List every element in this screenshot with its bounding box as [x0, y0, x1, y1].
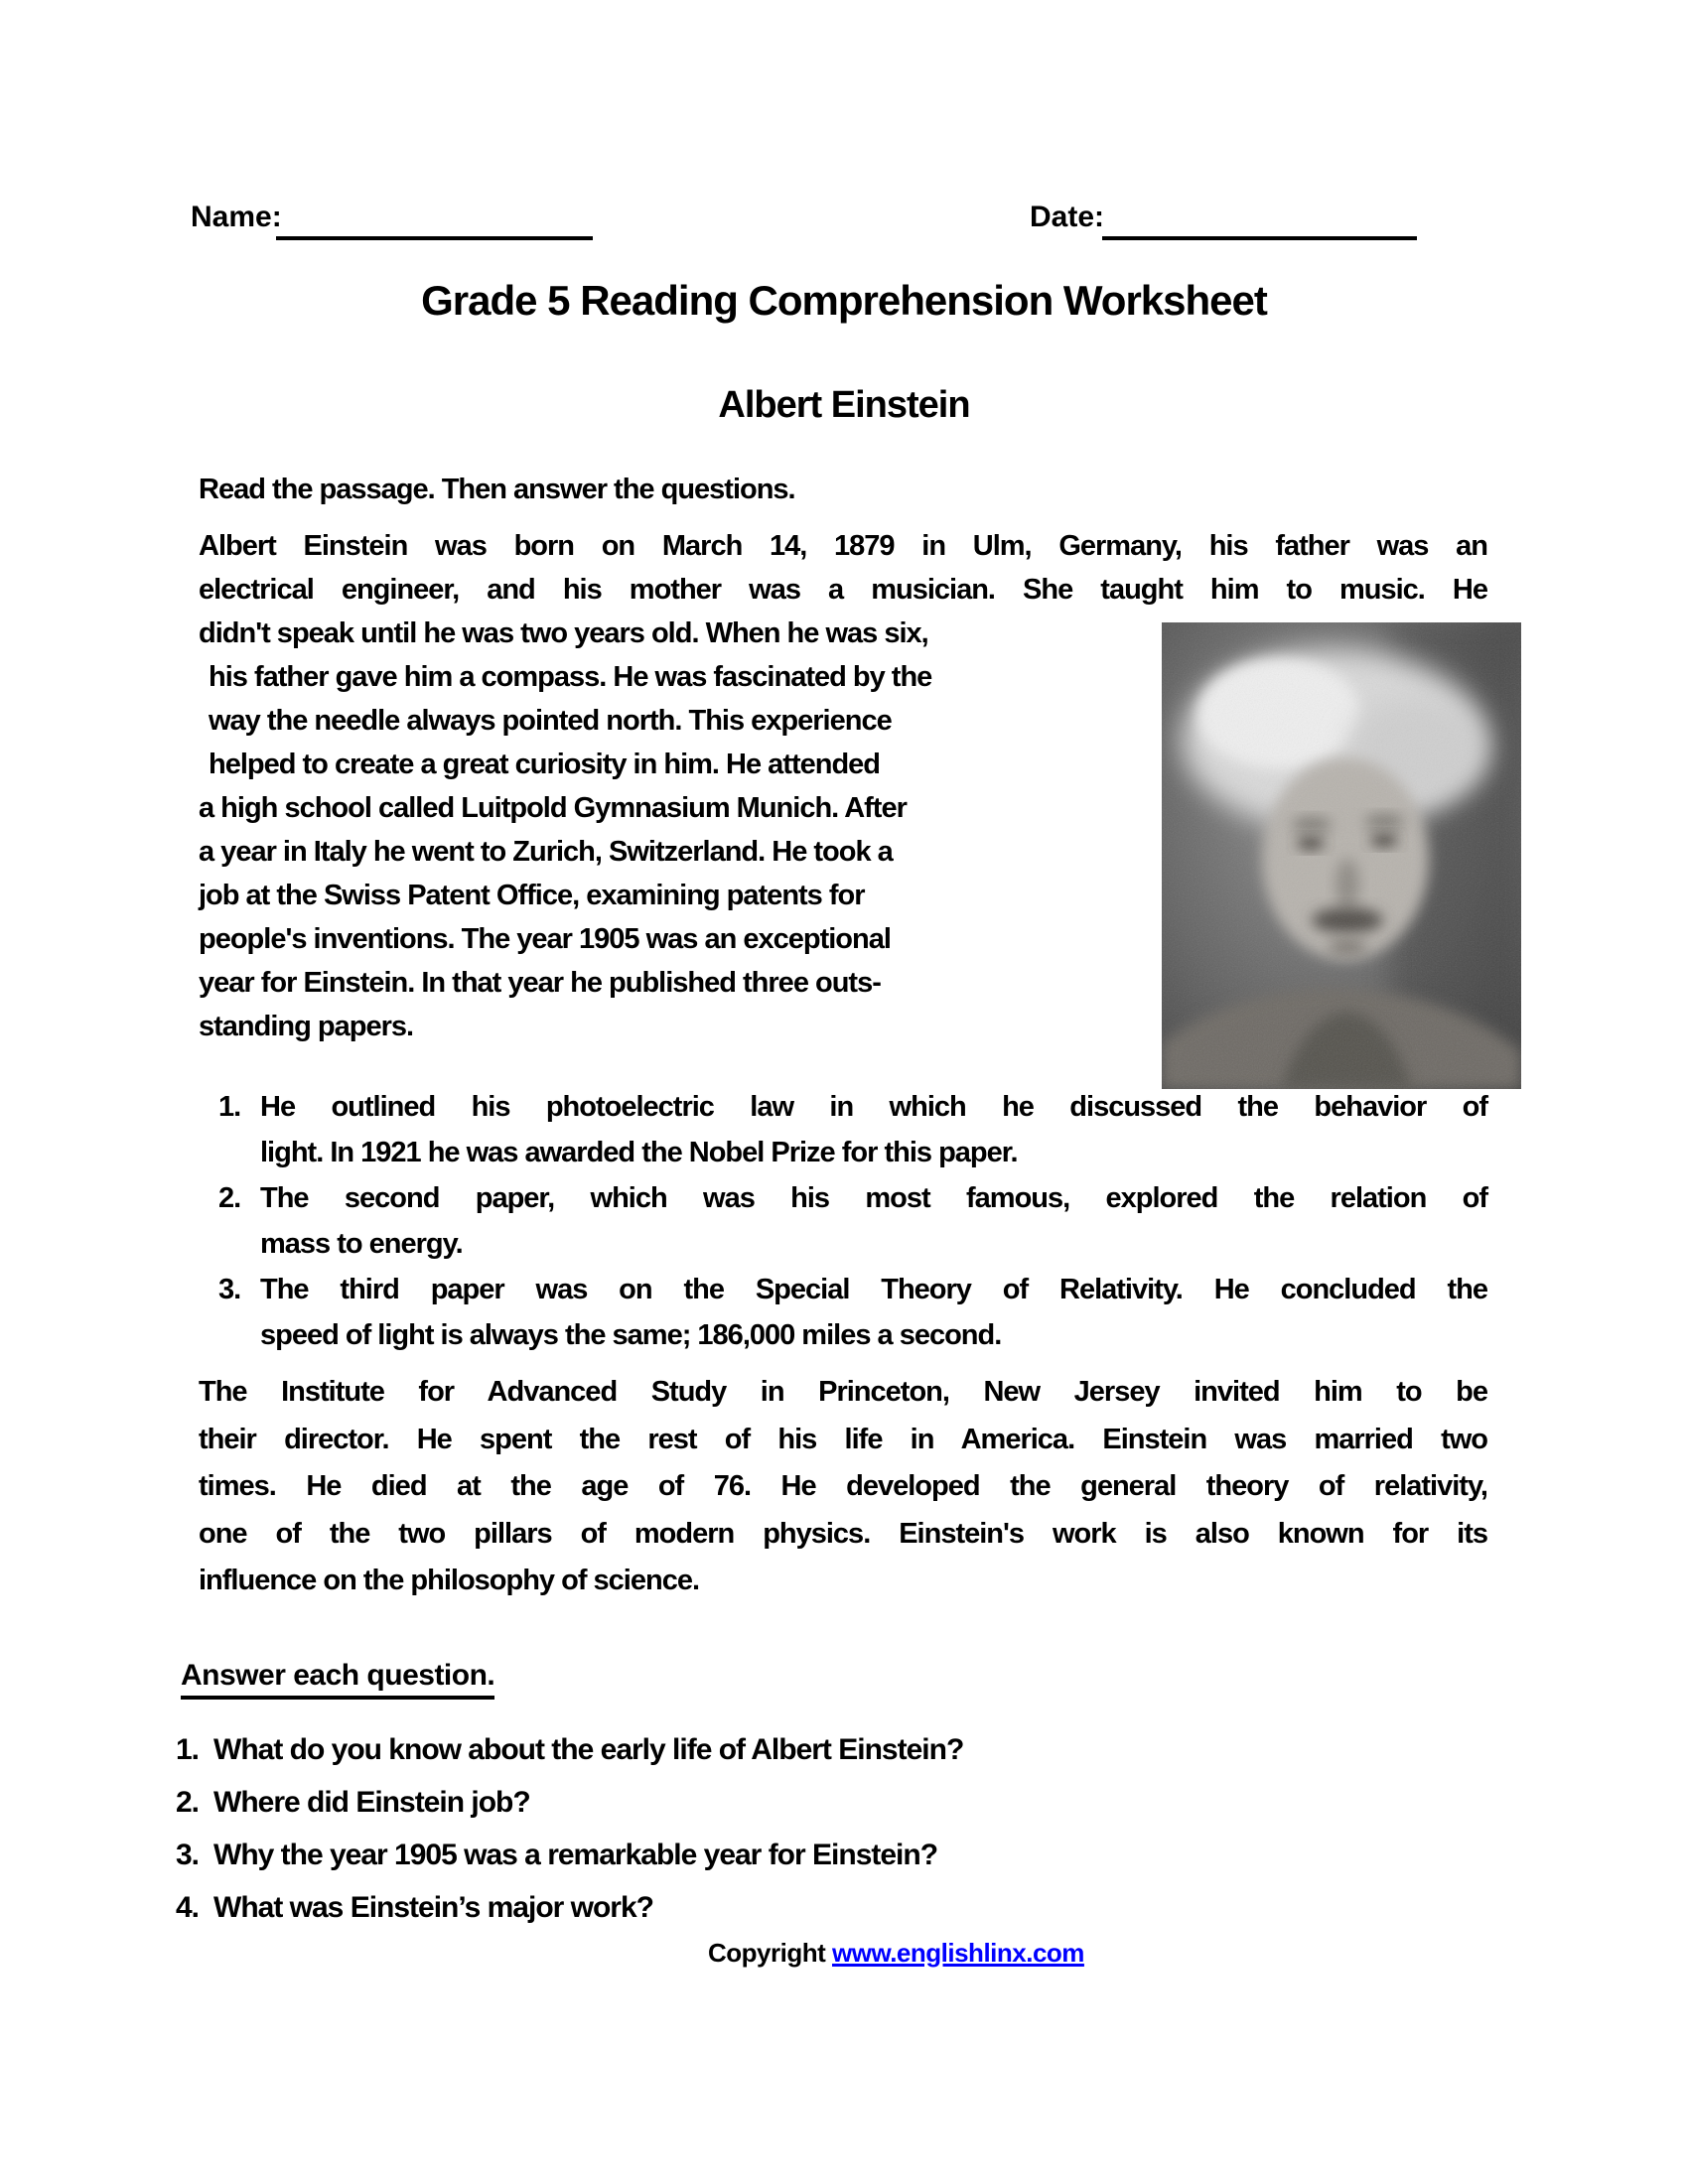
- answer-heading-text: Answer each question.: [181, 1659, 494, 1700]
- worksheet-subtitle: Albert Einstein: [718, 384, 970, 426]
- instruction-text: Read the passage. Then answer the questions.: [199, 474, 795, 505]
- question-list: [176, 1723, 963, 1934]
- passage-line: standing papers.: [199, 1011, 414, 1042]
- name-label: Name:: [191, 201, 282, 233]
- list-item-number: 1.: [218, 1091, 241, 1123]
- einstein-photo: [1162, 622, 1521, 1089]
- passage-line: didn't speak until he was two years old. When he was six,: [199, 617, 928, 649]
- passage-line: their director. He spent the rest of his life in America. Einstein was married two: [199, 1423, 1487, 1455]
- list-item: [199, 1175, 1487, 1267]
- question-item: [176, 1776, 963, 1829]
- passage-line: The Institute for Advanced Study in Princeton, New Jersey invited him to be: [199, 1376, 1487, 1408]
- question-text: Where did Einstein job?: [213, 1786, 530, 1819]
- list-item: [199, 1267, 1487, 1358]
- numbered-list: [199, 1084, 1487, 1358]
- passage-line: influence on the philosophy of science.: [199, 1565, 700, 1596]
- passage-line: a high school called Luitpold Gymnasium Munich. After: [199, 792, 907, 824]
- copyright-label: Copyright: [708, 1938, 826, 1968]
- worksheet-title: Grade 5 Reading Comprehension Worksheet: [421, 277, 1267, 324]
- passage-line: job at the Swiss Patent Office, examining patents for: [199, 880, 865, 911]
- copyright-link[interactable]: www.englishlinx.com: [832, 1938, 1084, 1968]
- question-text: Why the year 1905 was a remarkable year for Einstein?: [213, 1839, 938, 1871]
- copyright-line: [708, 1938, 1084, 1969]
- closing-paragraph: [199, 1369, 1487, 1605]
- passage-line: Albert Einstein was born on March 14, 1879 in Ulm, Germany, his father was an: [199, 530, 1487, 562]
- question-item: [176, 1881, 963, 1934]
- list-item-line: speed of light is always the same; 186,000 miles a second.: [260, 1319, 1002, 1351]
- passage-line: way the needle always pointed north. This experience: [209, 705, 892, 737]
- question-item: [176, 1829, 963, 1881]
- question-text: What do you know about the early life of Albert Einstein?: [213, 1733, 964, 1766]
- passage-line: his father gave him a compass. He was fascinated by the: [209, 661, 932, 693]
- passage-line: electrical engineer, and his mother was a musician. She taught him to music. He: [199, 574, 1487, 606]
- list-item: [199, 1084, 1487, 1175]
- passage-line: year for Einstein. In that year he published three outs-: [199, 967, 881, 999]
- passage-line: helped to create a great curiosity in him. He attended: [209, 749, 881, 780]
- einstein-portrait-graphic: [1162, 622, 1521, 1089]
- question-text: What was Einstein’s major work?: [213, 1891, 653, 1924]
- question-number: 1.: [176, 1733, 200, 1766]
- question-number: 4.: [176, 1891, 200, 1924]
- list-item-line: He outlined his photoelectric law in which he discussed the behavior of: [260, 1091, 1487, 1123]
- name-blank-line[interactable]: [276, 236, 593, 240]
- list-item-line: The second paper, which was his most famous, explored the relation of: [260, 1182, 1487, 1214]
- question-item: [176, 1723, 963, 1776]
- list-item-line: mass to energy.: [260, 1228, 463, 1260]
- question-number: 3.: [176, 1839, 200, 1871]
- answer-heading: [181, 1659, 494, 1700]
- date-blank-line[interactable]: [1102, 236, 1417, 240]
- passage-line: one of the two pillars of modern physics. Einstein's work is also known for its: [199, 1517, 1487, 1550]
- list-item-line: light. In 1921 he was awarded the Nobel Prize for this paper.: [260, 1137, 1018, 1168]
- passage-line: people's inventions. The year 1905 was an exceptional: [199, 923, 891, 955]
- list-item-number: 3.: [218, 1274, 241, 1305]
- passage-line: times. He died at the age of 76. He developed the general theory of relativity,: [199, 1470, 1487, 1502]
- date-label: Date:: [1030, 201, 1105, 233]
- list-item-number: 2.: [218, 1182, 241, 1214]
- question-number: 2.: [176, 1786, 200, 1819]
- passage-line: a year in Italy he went to Zurich, Switzerland. He took a: [199, 836, 893, 868]
- list-item-line: The third paper was on the Special Theory of Relativity. He concluded the: [260, 1274, 1487, 1305]
